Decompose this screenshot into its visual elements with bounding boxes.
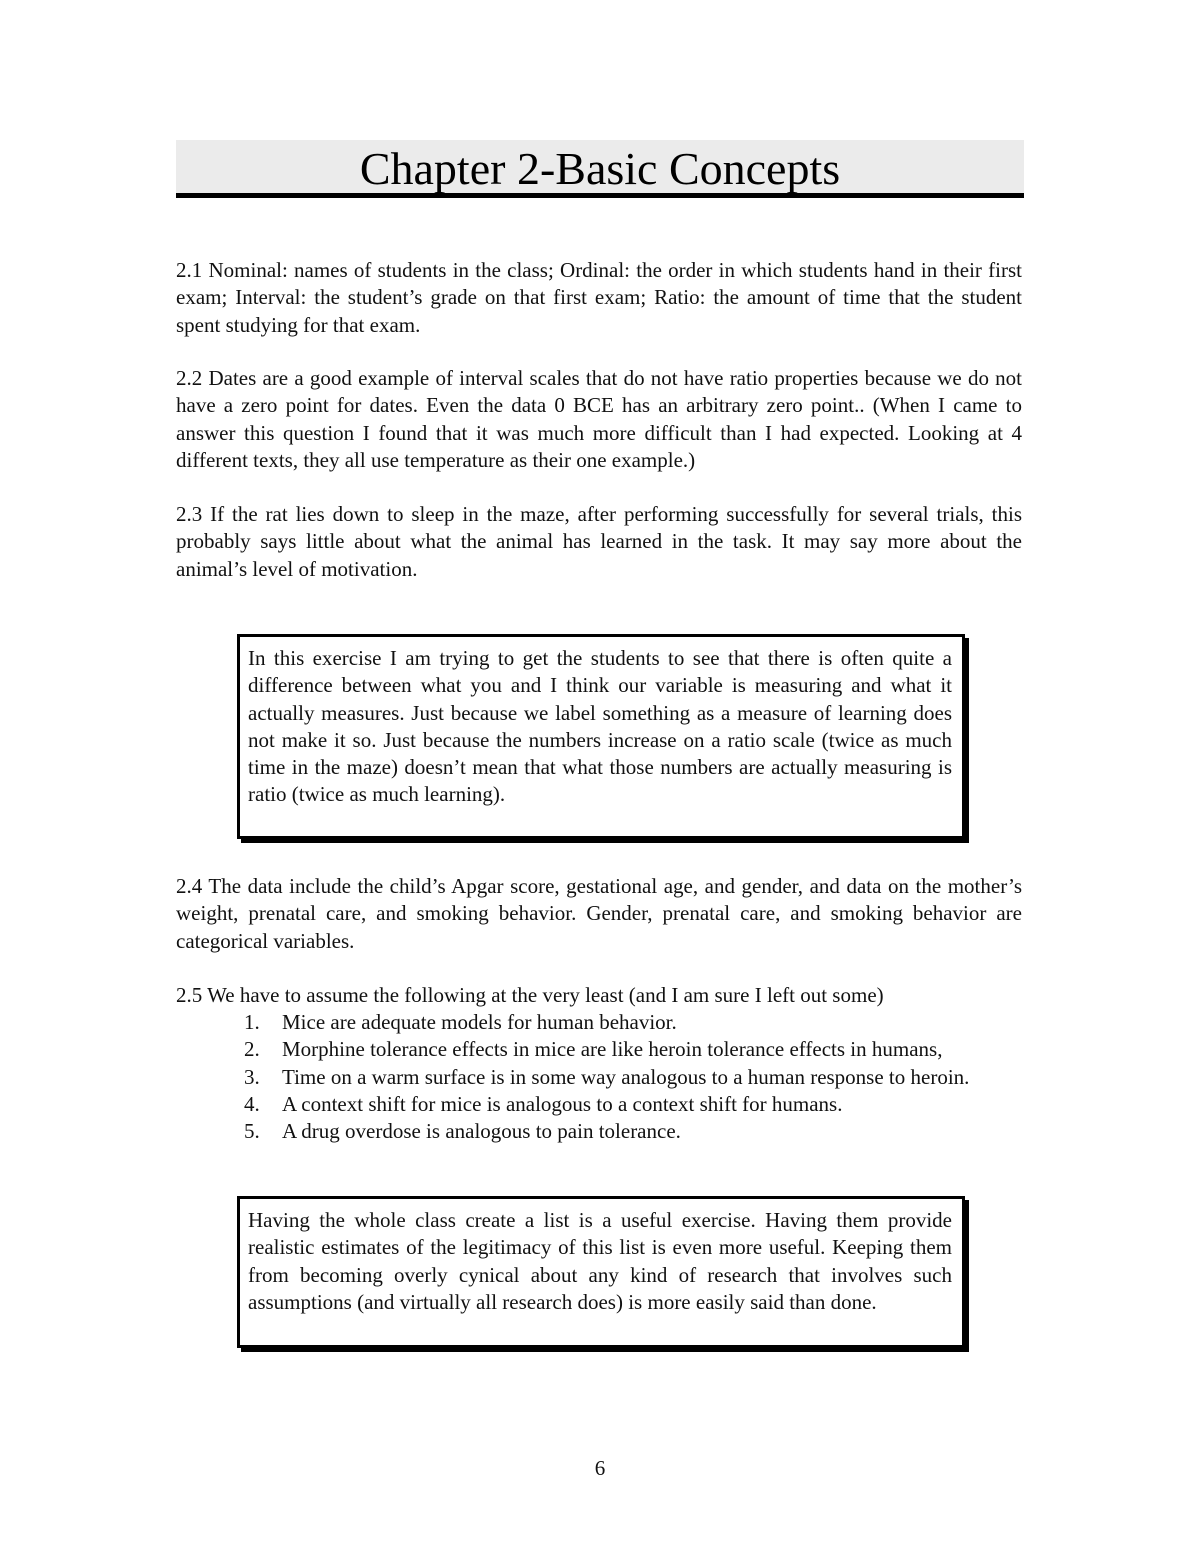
list-item-number: 2. bbox=[244, 1037, 260, 1062]
list-item bbox=[244, 1118, 1024, 1145]
list-item-number: 1. bbox=[244, 1010, 260, 1034]
list-item-text: Morphine tolerance effects in mice are like heroin tolerance effects in humans, bbox=[282, 1037, 943, 1062]
assumption-list bbox=[244, 1009, 1024, 1145]
chapter-title-bar bbox=[176, 140, 1024, 198]
list-item bbox=[244, 1091, 1024, 1118]
list-item bbox=[244, 1009, 1024, 1036]
answer-2-2: 2.2 Dates are a good example of interval scales that do not have ratio properties because we do not have a zero point for dates. Even the data 0 BCE has an arbitrary zero point.. (When I came to answer this question I found that it was much more difficult than I had expected. Looking at 4 different texts, they all use temperature as their one example.) bbox=[176, 366, 1022, 472]
list-item-number: 5. bbox=[244, 1119, 260, 1144]
list-item-number: 4. bbox=[244, 1091, 260, 1116]
instructor-note-text-2: Having the whole class create a list is a useful exercise. Having them provide realistic estimates of the legitimacy of this list is even more useful. Keeping them from becoming overly cynical about any kind of research that involves such assumptions (and virtually all research does) is more easily said than done. bbox=[248, 1208, 952, 1314]
answer-2-1: 2.1 Nominal: names of students in the class; Ordinal: the order in which students hand in their first exam; Interval: the student’s grade on that first exam; Ratio: the amount of time that the student spent studying for that exam. bbox=[176, 258, 1022, 337]
answer-2-5-intro: 2.5 We have to assume the following at the very least (and I am sure I left out some) bbox=[176, 983, 884, 1007]
list-item-text: A drug overdose is analogous to pain tolerance. bbox=[282, 1119, 681, 1144]
instructor-note-text-1: In this exercise I am trying to get the students to see that there is often quite a difference between what you and I think our variable is measuring and what it actually measures. Just because we label something as a measure of learning does not make it so. Just because the numbers increase on a ratio scale (twice as much time in the maze) doesn’t mean that what those numbers are actually measuring is ratio (twice as much learning). bbox=[248, 646, 952, 807]
list-item bbox=[244, 1064, 1024, 1091]
list-item-number: 3. bbox=[244, 1064, 260, 1089]
instructor-note-box-1 bbox=[237, 634, 965, 839]
list-item bbox=[244, 1036, 1024, 1063]
page-number: 6 bbox=[594, 1456, 606, 1480]
list-item-text: Mice are adequate models for human behavior. bbox=[282, 1010, 677, 1034]
answer-2-4: 2.4 The data include the child’s Apgar score, gestational age, and gender, and data on the mother’s weight, prenatal care, and smoking behavior. Gender, prenatal care, and smoking behavior are categorical variables. bbox=[176, 874, 1022, 953]
list-item-text: Time on a warm surface is in some way analogous to a human response to heroin. bbox=[282, 1064, 970, 1089]
answer-2-3: 2.3 If the rat lies down to sleep in the maze, after performing successfully for several trials, this probably says little about what the animal has learned in the task. It may say more about the animal’s level of motivation. bbox=[176, 502, 1022, 581]
chapter-title: Chapter 2-Basic Concepts bbox=[359, 143, 841, 194]
instructor-note-box-2 bbox=[237, 1196, 965, 1348]
list-item-text: A context shift for mice is analogous to a context shift for humans. bbox=[282, 1091, 843, 1116]
